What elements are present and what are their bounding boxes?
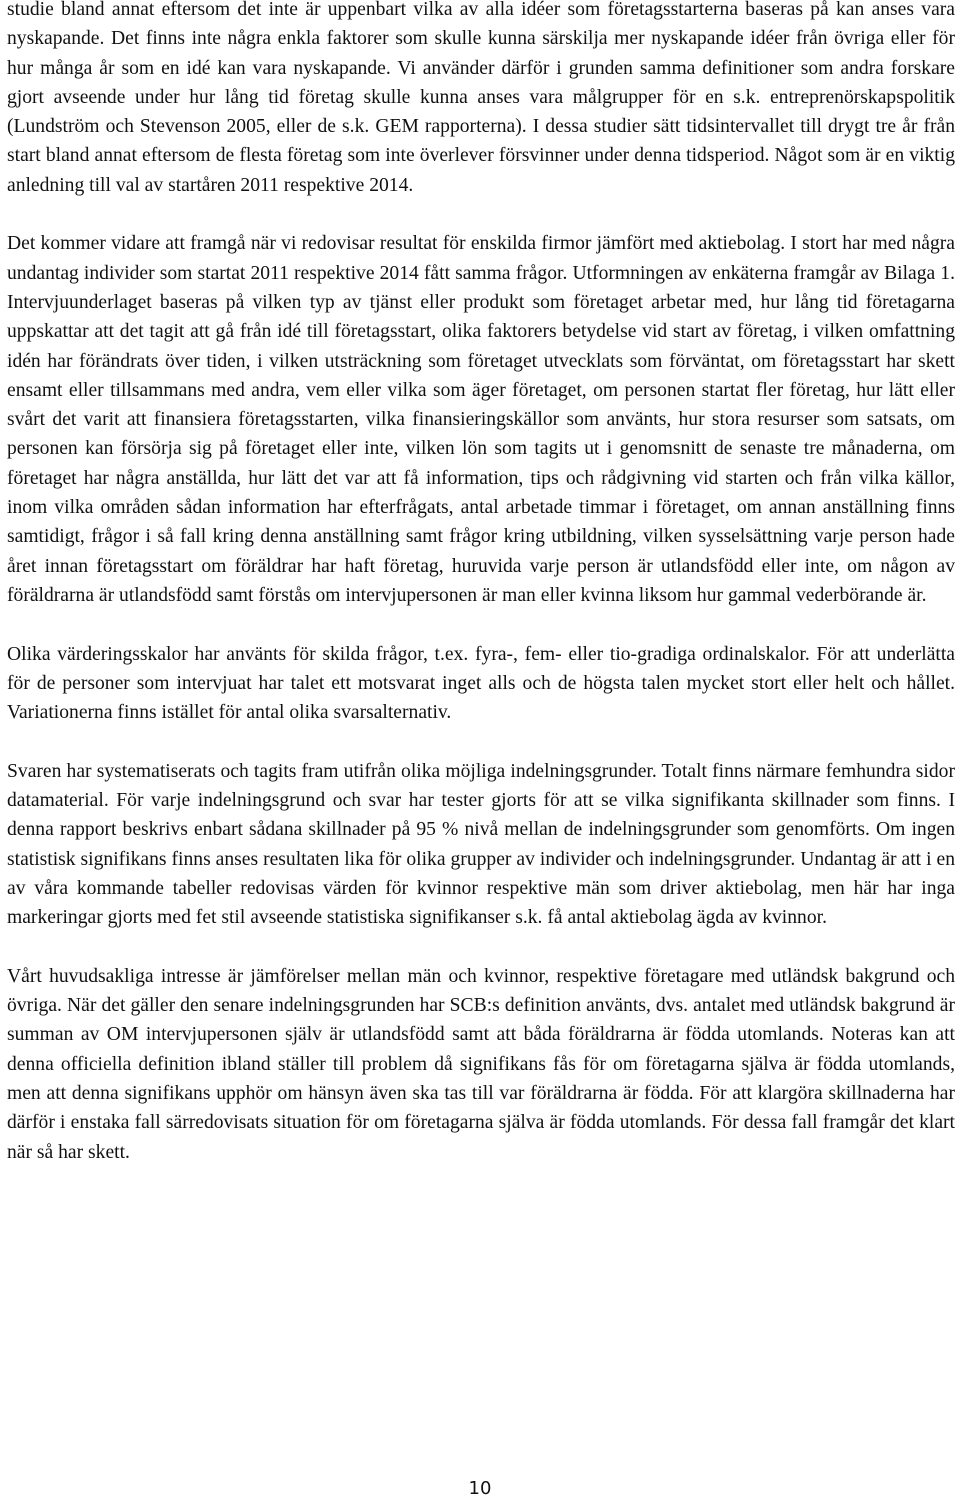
paragraph-1: studie bland annat eftersom det inte är uppenbart vilka av alla idéer som företagsstarterna baseras på kan anses vara nyskapande. Det finns inte några enkla faktorer som skulle kunna särskilja mer nyskapande idéer från övriga eller för hur många år som en idé kan vara nyskapande. Vi använder därför i grunden samma definitioner som andra forskare gjort avseende under hur lång tid företag skulle kunna anses vara målgrupper för en s.k. entreprenörskapspolitik (Lundström och Stevenson 2005, eller de s.k. GEM rapporterna). I dessa studier sätt tidsintervallet till drygt tre år från start bland annat eftersom de flesta företag som inte överlever försvinner under denna tidsperiod. Något som är en viktig anledning till val av startåren 2011 respektive 2014. — [7, 0, 955, 196]
paragraph-2: Det kommer vidare att framgå när vi redovisar resultat för enskilda firmor jämfört med aktiebolag. I stort har med några undantag individer som startat 2011 respektive 2014 fått samma frågor. Utformningen av enkäterna framgår av Bilaga 1. Intervjuunderlaget baseras på vilken typ av tjänst eller produkt som företaget arbetar med, hur lång tid företagarna uppskattar att det tagit att gå från idé till företagsstart, olika faktorers betydelse vid start av företag, i vilken omfattning idén har förändrats över tiden, i vilken utsträckning som företaget utvecklats som förväntat, om företagsstart har skett ensamt eller tillsammans med andra, vem eller vilka som äger företaget, om personen startat fler företag, hur lätt eller svårt det varit att finansiera företagsstarten, vilka finansieringskällor som använts, hur stora resurser som satsats, om personen kan försörja sig på företaget eller inte, vilken lön som tagits ut i genomsnitt de senaste tre månaderna, om företaget har några anställda, hur lätt det var att få information, tips och rådgivning vid starten och från vilka källor, inom vilka områden sådan information har efterfrågats, antal arbetade timmar i företaget, om annan anställning finns samtidigt, frågor i så fall kring denna anställning samt frågor kring utbildning, vilken sysselsättning varje person hade året innan företagsstart om föräldrar har haft företag, huruvida varje person är utlandsfödd eller inte, om någon av föräldrarna är utlandsfödd samt förstås om intervjupersonen är man eller kvinna liksom hur gammal vederbörande är. — [7, 233, 955, 606]
paragraph-5: Vårt huvudsakliga intresse är jämförelser mellan män och kvinnor, respektive företagare med utländsk bakgrund och övriga. När det gäller den senare indelningsgrunden har SCB:s definition använts, dvs. antalet med utländsk bakgrund är summan av OM intervjupersonen själv är utlandsfödd samt att båda föräldrarna är födda utomlands. Noteras kan att denna officiella definition ibland ställer till problem då signifikans fås för om företagarna själva är födda utomlands, men att denna signifikans upphör om hänsyn även ska tas till var föräldrarna är födda. För att klargöra skillnaderna har därför i enstaka fall särredovisats situation för om företagarna själva är födda utomlands. För dessa fall framgår det klart när så har skett. — [7, 965, 955, 1163]
paragraph-3: Olika värderingsskalor har använts för skilda frågor, t.ex. fyra-, fem- eller tio-gradiga ordinalskalor. För att underlätta för de personer som intervjuat har talet ett motsvarat inget alls och de högsta talen mycket stort eller helt och hållet. Variationerna finns istället för antal olika svarsalternativ. — [7, 643, 955, 724]
paragraph-4: Svaren har systematiserats och tagits fram utifrån olika möjliga indelningsgrunder. Totalt finns närmare femhundra sidor datamaterial. För varje indelningsgrund och svar har tester gjorts för att se vilka signifikanta skillnader som finns. I denna rapport beskrivs enbart sådana skillnader på 95 % nivå mellan de indelningsgrunder som genomförts. Om ingen statistisk signifikans finns anses resultaten lika för olika grupper av individer och indelningsgrunder. Undantag är att i en av våra kommande tabeller redovisas värden för kvinnor respektive män som driver aktiebolag, men här har inga markeringar gjorts med fet stil avseende statistiska signifikanser s.k. få antal aktiebolag ägda av kvinnor. — [7, 760, 955, 929]
page-number: 10 — [468, 1478, 492, 1499]
document-page — [7, 0, 955, 1196]
